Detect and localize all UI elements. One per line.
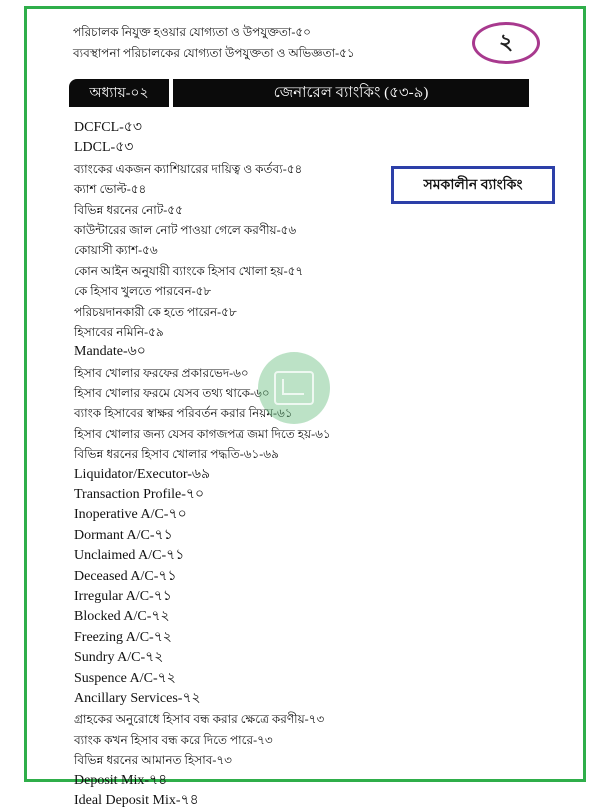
header-lines (73, 22, 355, 64)
toc-item: ক্যাশ ভোল্ট-৫৪ (74, 182, 147, 197)
toc-item: Mandate-৬০ (74, 344, 146, 360)
header-line: পরিচালক নিযুক্ত হওয়ার যোগ্যতা ও উপযুক্ততা-৫০ (73, 25, 311, 39)
table-of-contents (74, 118, 331, 811)
toc-item: হিসাব খোলার ফরফের প্রকারভেদ-৬০ (74, 365, 249, 380)
toc-item: DCFCL-৫৩ (74, 120, 142, 135)
toc-item: গ্রাহকের অনুরোধে হিসাব বন্ধ করার ক্ষেত্রে করণীয়-৭৩ (74, 712, 325, 727)
chapter-title: জেনারেল ব্যাংকিং (৫৩-৯) (173, 79, 529, 107)
toc-item: LDCL-৫৩ (74, 140, 134, 156)
toc-item: Deceased A/C-৭১ (74, 568, 177, 584)
toc-item: Deposit Mix-৭৪ (74, 772, 168, 788)
toc-item: কোয়াসী ক্যাশ-৫৬ (74, 243, 158, 258)
toc-item: কে হিসাব খুলতে পারবেন-৫৮ (74, 284, 212, 299)
chapter-number: অধ্যায়-০২ (69, 79, 169, 107)
header-line: ব্যবস্থাপনা পরিচালকের যোগ্যতা উপযুক্ততা ও অভিজ্ঞতা-৫১ (73, 46, 355, 60)
toc-item: কাউন্টারের জাল নোট পাওয়া গেলে করণীয়-৫৬ (74, 222, 297, 237)
toc-item: বিভিন্ন ধরনের হিসাব খোলার পদ্ধতি-৬১-৬৯ (74, 447, 279, 462)
toc-item: হিসাব খোলার জন্য যেসব কাগজপত্র জমা দিতে হয়-৬১ (74, 426, 331, 441)
toc-item: Inoperative A/C-৭০ (74, 507, 187, 523)
page-number-badge: ২ (472, 22, 540, 64)
toc-item: ব্যাংকের একজন ক্যাশিয়ারের দায়িত্ব ও কর্তব্য-৫৪ (74, 161, 303, 176)
toc-item: Unclaimed A/C-৭১ (74, 548, 185, 564)
toc-item: Suspence A/C-৭২ (74, 670, 176, 686)
publisher-stamp: সমকালীন ব্যাংকিং (391, 166, 555, 204)
toc-item: Liquidator/Executor-৬৯ (74, 466, 211, 482)
chapter-heading-bar (69, 79, 529, 107)
image-icon (258, 352, 330, 424)
toc-item: ব্যাংক হিসাবের স্বাক্ষর পরিবর্তন করার নিয়ম-৬১ (74, 406, 293, 421)
toc-item: Ancillary Services-৭২ (74, 690, 201, 706)
toc-item: Irregular A/C-৭১ (74, 588, 172, 604)
toc-item: পরিচয়দানকারী কে হতে পারেন-৫৮ (74, 304, 237, 319)
toc-item: ব্যাংক কখন হিসাব বন্ধ করে দিতে পারে-৭৩ (74, 732, 273, 747)
toc-item: বিভিন্ন ধরনের আমানত হিসাব-৭৩ (74, 753, 232, 768)
toc-item: Freezing A/C-৭২ (74, 629, 172, 645)
toc-item: Blocked A/C-৭২ (74, 609, 170, 625)
toc-item: হিসাব খোলার ফরমে যেসব তথ্য থাকে-৬০ (74, 386, 270, 401)
toc-item: Ideal Deposit Mix-৭৪ (74, 792, 199, 808)
toc-item: Sundry A/C-৭২ (74, 650, 164, 666)
toc-item: কোন আইন অনুযায়ী ব্যাংকে হিসাব খোলা হয়-৫৭ (74, 263, 304, 278)
toc-item: হিসাবের নমিনি-৫৯ (74, 324, 164, 339)
toc-item: Transaction Profile-৭০ (74, 487, 205, 503)
toc-item: বিভিন্ন ধরনের নোট-৫৫ (74, 202, 183, 217)
toc-item: Dormant A/C-৭১ (74, 527, 173, 543)
